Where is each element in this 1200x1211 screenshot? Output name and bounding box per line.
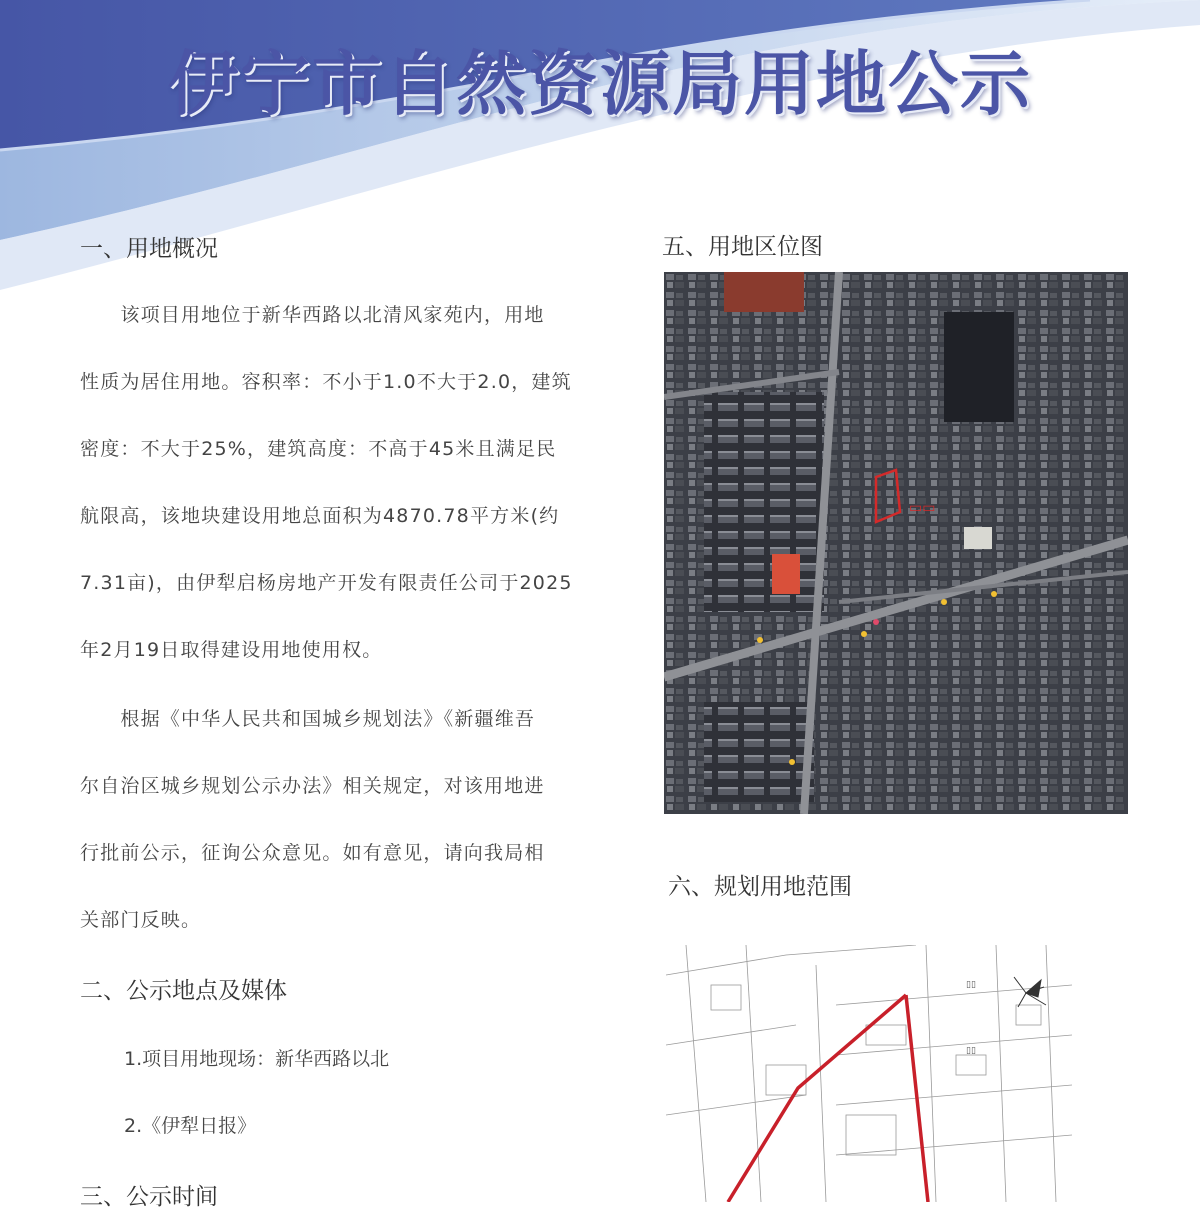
- svg-text:▯▯: ▯▯: [966, 980, 976, 990]
- text-line: 航限高，该地块建设用地总面积为4870.78平方米(约: [80, 505, 560, 527]
- section-heading-location-map: 五、用地区位图: [662, 234, 823, 260]
- site-marker-label: ▭▭: [909, 500, 936, 516]
- svg-text:▯▯: ▯▯: [966, 1046, 976, 1056]
- section-heading-overview: 一、用地概况: [80, 236, 218, 262]
- text-line: 尔自治区城乡规划公示办法》相关规定，对该用地进: [80, 775, 545, 797]
- section-heading-period: 三、公示时间: [80, 1184, 218, 1210]
- text-line: 该项目用地位于新华西路以北清风家苑内，用地: [80, 304, 545, 326]
- page-title: 伊宁市自然资源局用地公示: [168, 43, 1032, 125]
- section-heading-planning-boundary: 六、规划用地范围: [668, 874, 852, 900]
- text-line: 关部门反映。: [80, 909, 202, 931]
- red-court: [772, 554, 800, 594]
- location-satellite-image: [664, 272, 1128, 814]
- text-line: 行批前公示，征询公众意见。如有意见，请向我局相: [80, 842, 545, 864]
- text-line: 年2月19日取得建设用地使用权。: [80, 639, 383, 661]
- planning-boundary-map: [666, 945, 1072, 1202]
- media-item: 2.《伊犁日报》: [124, 1115, 257, 1137]
- text-line: 7.31亩)，由伊犁启杨房地产开发有限责任公司于2025: [80, 572, 573, 594]
- text-line: 密度：不大于25%，建筑高度：不高于45米且满足民: [80, 438, 557, 460]
- text-line: 性质为居住用地。容积率：不小于1.0不大于2.0，建筑: [80, 371, 572, 393]
- section-heading-media: 二、公示地点及媒体: [80, 978, 287, 1004]
- text-line: 根据《中华人民共和国城乡规划法》《新疆维吾: [80, 708, 536, 730]
- media-item: 1.项目用地现场：新华西路以北: [124, 1048, 390, 1070]
